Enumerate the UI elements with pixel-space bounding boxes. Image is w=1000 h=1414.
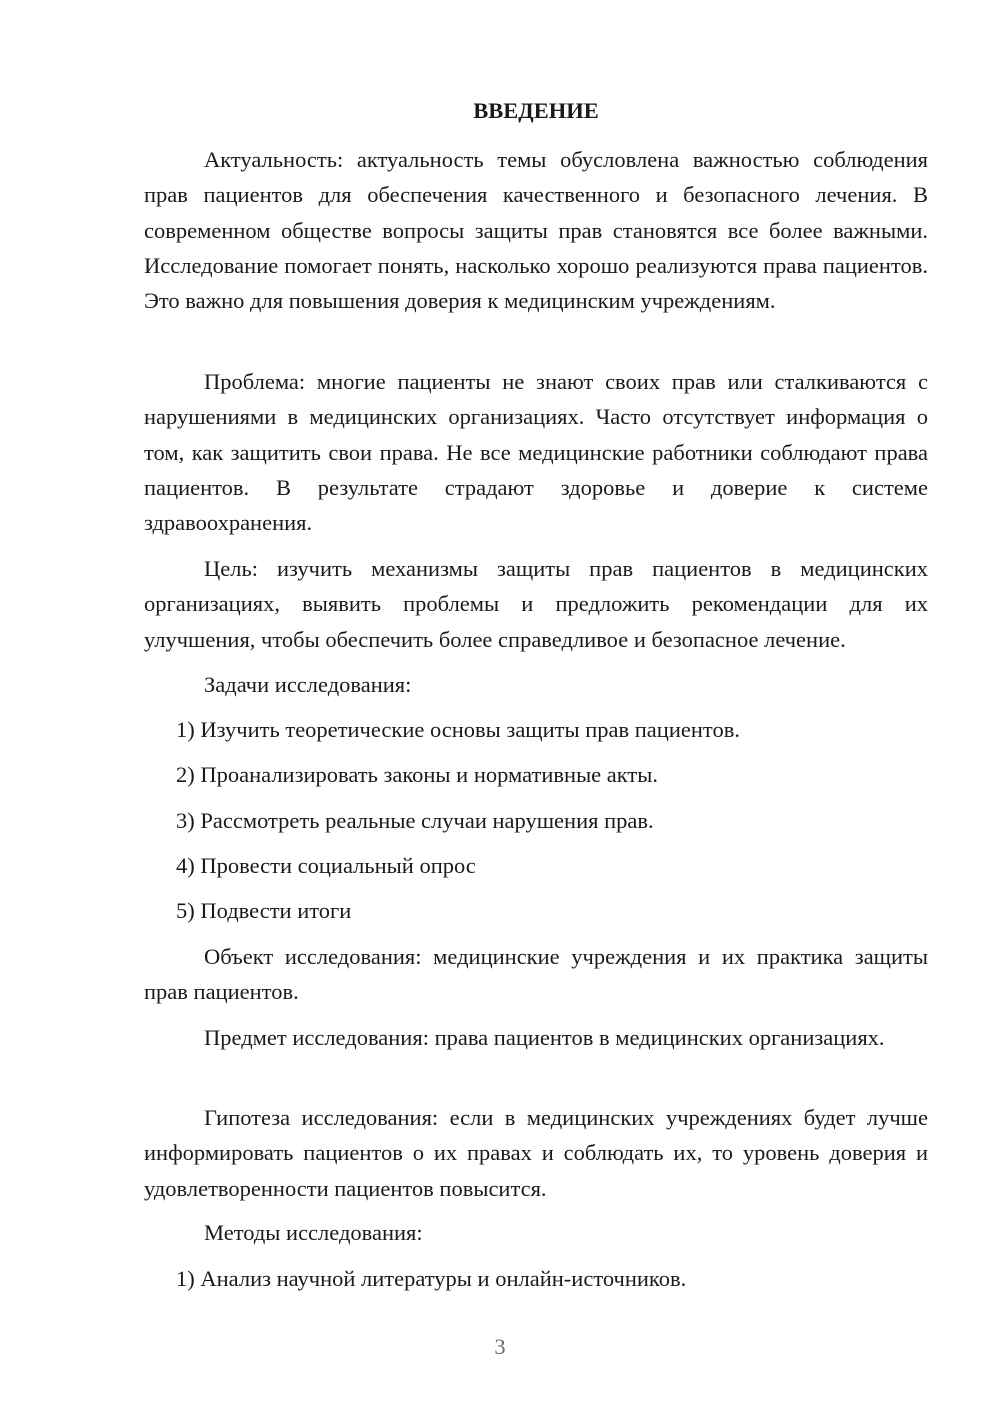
task-item: 3) Рассмотреть реальные случаи нарушения прав. [176,808,654,833]
problem-paragraph: Проблема: многие пациенты не знают своих прав или сталкиваются с нарушениями в медицинских организациях. Часто отсутствует информация о том, как защитить свои права. Не все медицинские работники соблюдают права пациентов. В результате страдают здоровье и доверие к системе здравоохранения. [144,369,928,536]
goal-paragraph: Цель: изучить механизмы защиты прав пациентов в медицинских организациях, выявить проблемы и предложить рекомендации для их улучшения, чтобы обеспечить более справедливое и безопасное лечение. [144,556,928,652]
tasks-label: Задачи исследования: [204,672,412,697]
object-paragraph: Объект исследования: медицинские учреждения и их практика защиты прав пациентов. [144,944,928,1005]
hypothesis-paragraph: Гипотеза исследования: если в медицинских учреждениях будет лучше информировать пациентов о их правах и соблюдать их, то уровень доверия и удовлетворенности пациентов повысится. [144,1105,928,1201]
task-item: 2) Проанализировать законы и нормативные акты. [176,762,658,787]
methods-label: Методы исследования: [204,1220,423,1245]
section-title: ВВЕДЕНИЕ [473,98,599,123]
task-item: 4) Провести социальный опрос [176,853,476,878]
method-item: 1) Анализ научной литературы и онлайн-источников. [176,1266,687,1291]
relevance-paragraph: Актуальность: актуальность темы обусловлена важностью соблюдения прав пациентов для обеспечения качественного и безопасного лечения. В современном обществе вопросы защиты прав становятся все более важными. Исследование помогает понять, насколько хорошо реализуются права пациентов. Это важно для повышения доверия к медицинским учреждениям. [144,147,928,314]
task-item: 5) Подвести итоги [176,898,352,923]
task-item: 1) Изучить теоретические основы защиты прав пациентов. [176,717,740,742]
page-number: 3 [494,1334,506,1359]
subject-paragraph: Предмет исследования: права пациентов в медицинских организациях. [204,1025,885,1050]
